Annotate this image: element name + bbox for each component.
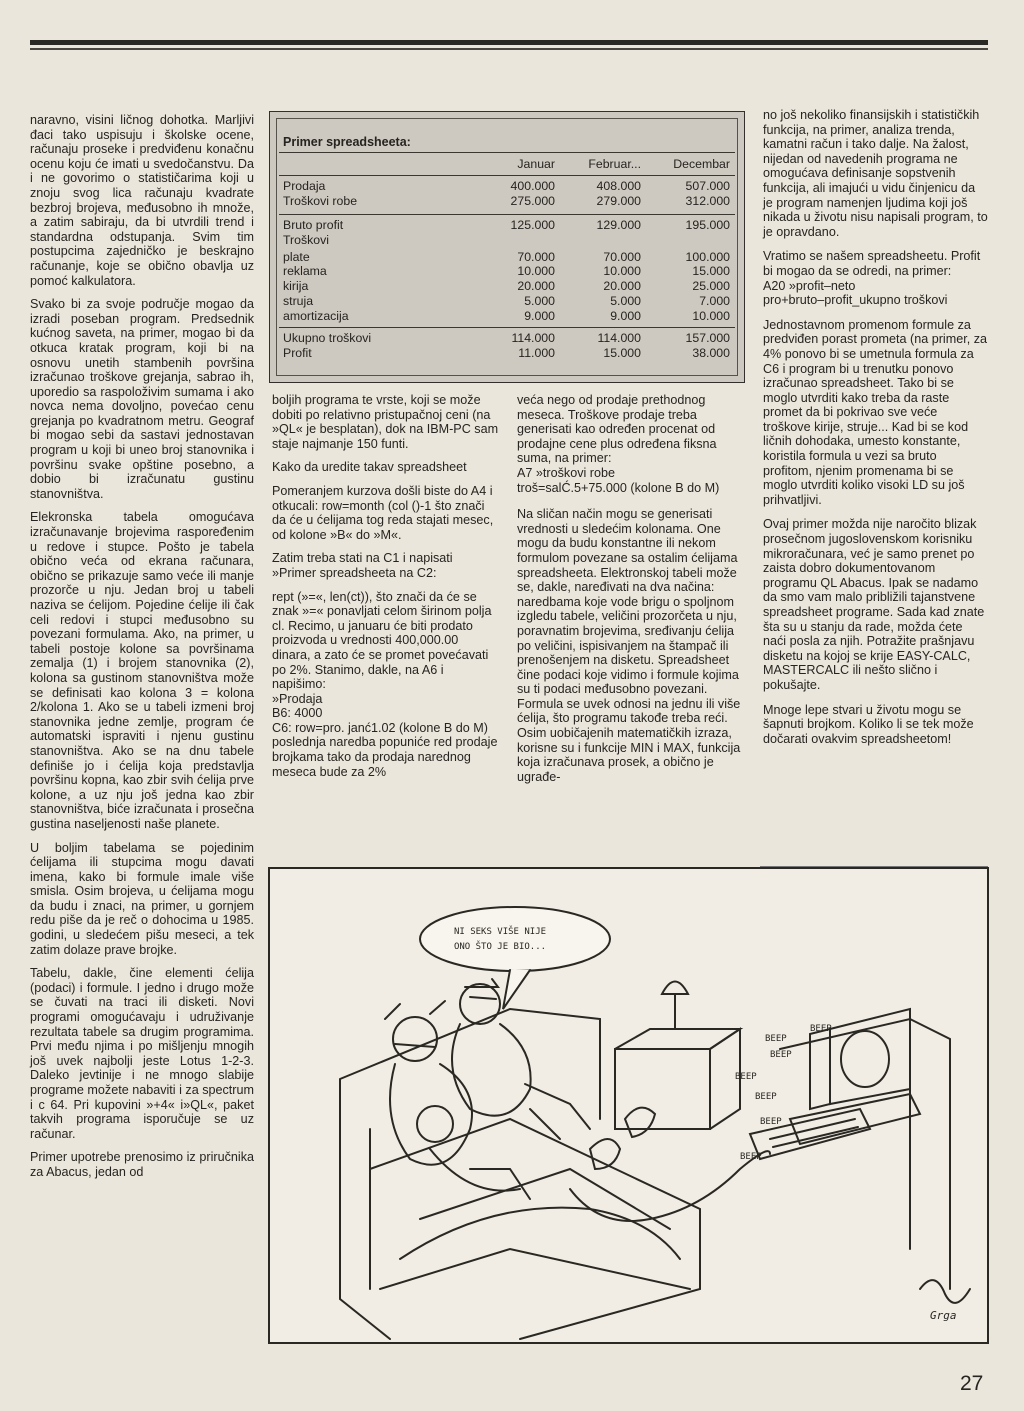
paragraph: Jednostavnom promenom formule za predviđen porast prometa (na primer, za 4% ponovo bi se umetnula formula za C6 i program bi u trenutku ponovo izračunao spreadsheet. Tako bi se moglo utvrditi kako treba da raste promet da bi pokrivao sve veće troškove kirije, struje... Kad bi se kod ličnih dohodaka, umesto konstante, koristila formula u vezi sa bruto profitom, njenim promenama bi se moglo utvrditi koliko visoki LD su još prihvatljivi.: [763, 317, 987, 507]
header-januar: Januar: [517, 157, 555, 171]
paragraph: Mnoge lepe stvari u životu mogu se šapnuti brojkom. Koliko li se tek može dočarati ovakvim spreadsheetom!: [763, 702, 974, 746]
bed-edge: [380, 1249, 690, 1289]
cell-decembar: 195.000: [685, 218, 730, 232]
signature: Grga: [930, 1309, 957, 1322]
speech-text-line-1: NI SEKS VIŠE NIJE: [453, 927, 547, 937]
cell-decembar: 38.000: [692, 346, 730, 360]
cell-januar: 114.000: [511, 331, 555, 345]
cell-decembar: 7.000: [699, 294, 730, 308]
column-4: [763, 108, 988, 756]
row-label: Troškovi: [283, 233, 330, 247]
paragraph: naravno, visini ličnog dohotka. Marljivi đaci tako uspisuju i školske ocene, računaju proseke i predviđenu konačnu ocenu koju će imati u svedočanstvu. Da i ne govorimo o statističarima koji u znoju svog lica računaju kvadrate bezbroj brojeva, međusobno ih množe, a zatim sabiraju, da bi utvrdili trend i standardna odstupanja. Svim tim postupcima zajedničko je beskrajno računanje, koje se obično obavlja uz pomoć kalkulatora.: [30, 113, 254, 288]
paragraph: Pomeranjem kurzova došli biste do A4 i otkucali: row=month (col ()-1 što znači da će u ćelijama tog reda stajati mesec, od kolone »B« do »M«.: [272, 483, 494, 542]
cell-januar: 10.000: [517, 264, 555, 278]
row-label: Profit: [283, 346, 312, 360]
cell-februar: 408.000: [596, 179, 641, 193]
page-number: 27: [960, 1372, 984, 1395]
cell-januar: 70.000: [517, 250, 555, 264]
paragraph: rept (»=«, len(ct)), što znači da će se znak »=« ponavljati celom širinom polja cl. Recimo, u januaru će biti prodato proizvoda u vrednosti 400,000.00 dinara, a zato će se promet povećavati po 2%. Stanimo, dakle, na A6 i napišimo: »Prodaja B6: 4000 C6: row=pro. janć1.02 (kolone B do M) poslednja naredba popuniće red prodaje brojkama tako da prodaja narednog meseca bude za 2%: [272, 589, 498, 779]
row-label: Ukupno troškovi: [283, 331, 372, 345]
paragraph: Ovaj primer možda nije naročito blizak prosečnom jugoslovenskom korisniku mikroračunara, već je samo prenet po zaista dobro dokumentovanom programu QL Abacus. Ipak se nadamo da smo vam malo približili tajanstvene spreadsheet programe. Sada kad znate šta su u stanju da rade, možda ćete naći posla za njih. Potražite prašnjavu disketu na kojoj se krije EASY-CALC, MASTERCALC ili nešto slično i pokušajte.: [763, 517, 985, 692]
row-label: Prodaja: [283, 179, 326, 193]
man-body: [452, 1024, 531, 1116]
nightstand: [615, 1029, 740, 1129]
paragraph: Vratimo se našem spreadsheetu. Profit bi mogao da se odredi, na primer: A20 »profit–neto pro+bruto–profit_ukupno troškovi: [763, 249, 981, 308]
paragraph: Zatim treba stati na C1 i napisati »Primer spreadsheeta na C2:: [272, 551, 453, 580]
paragraph: Tabelu, dakle, čine elementi ćelija (podaci) i formule. I jedno i drugo može se čuvati na traci ili disketi. Novi programi omogućavaju i udruživanje rezultata tabele sa drugim programima. Prvi među njima i po mišljenju mnogih još uvek najbolji jeste Lotus 1-2-3. Daleko jevtinije i ne mnogo slabije programe možete nabaviti i za spectrum i c 64. Pri kupovini »+4« i»QL«, paket takvih programa isporučuje se uz računar.: [30, 966, 254, 1141]
cell-januar: 125.000: [510, 218, 555, 232]
cell-februar: 15.000: [603, 346, 641, 360]
cell-januar: 275.000: [510, 194, 555, 208]
beep-label: BEEP: [810, 1024, 832, 1034]
cell-decembar: 25.000: [692, 279, 730, 293]
column-2: [272, 393, 500, 788]
row-label: plate: [283, 250, 310, 264]
woman-arm: [430, 1149, 530, 1199]
beep-label: BEEP: [765, 1034, 787, 1044]
cell-decembar: 15.000: [692, 264, 730, 278]
bed-mattress: [370, 1119, 700, 1339]
speech-text-line-2: ONO ŠTO JE BIO...: [453, 942, 547, 952]
paragraph: boljih programa te vrste, koji se može dobiti po relativno pristupačnoj ceni (na »QL« je besplatan), dok na IBM-PC sam staje najmanje 150 funti.: [272, 393, 499, 451]
cell-januar: 5.000: [524, 294, 555, 308]
cell-decembar: 507.000: [685, 179, 730, 193]
paragraph: Primer upotrebe prenosimo iz priručnika za Abacus, jedan od: [30, 1150, 254, 1179]
signature-scribble: [920, 1280, 970, 1303]
monitor-face: [841, 1031, 889, 1087]
beep-label: BEEP: [740, 1152, 762, 1162]
paragraph: Na sličan način mogu se generisati vrednosti u sledećim kolonama. One mogu da budu konstantne ili nekom formulom povezane sa ostalim ćelijama spreadsheeta. Elektronskoj tabeli može se, dakle, naređivati na dva načina: naredbama koje vode brigu o spoljnom izgledu tabele, veličini prozorčeta u nju, poravnatim brojevima, sređivanju ćelija po veličini, ispisivanjem na štampač ili prenošenjem na disketu. Spreadsheet čine podaci koje vidimo i formule kojima su ti podaci međusobno povezani. Formula se uvek odnosi na jednu ili više ćelija, što programu takođe treba reći. Osim uobičajenih matematičkih izraza, korisne su i funkcije MIN i MAX, funkcija koja izračunava prosek, a obično je ugrađe-: [517, 507, 741, 784]
cell-februar: 20.000: [603, 279, 641, 293]
top-rule-thin: [30, 48, 988, 50]
spreadsheet-rule: [279, 327, 735, 328]
spreadsheet-rule: [279, 214, 735, 215]
paragraph: Svako bi za svoje područje mogao da izradi poseban program. Predsednik kućnog saveta, na primer, mogao bi da otkuca kratak program, koji bi na osnovu unetih stambenih površina izračunao troškove grejanja, sabrao ih, uporedio sa raspoloživim sumama i ako novca nema dovoljno, povećao cenu grejanja po kvadratnom metru. Geograf bi mogao sebi da sastavi jednostavan program u koji bi uneo broj stanovnika i površinu svake opštine posebno, a dobio bi izračunatu gustinu stanovništva.: [30, 297, 254, 501]
wall-corner: [780, 1019, 950, 1289]
beep-label: BEEP: [770, 1050, 792, 1060]
cell-februar: 9.000: [610, 309, 641, 323]
cell-januar: 400.000: [510, 179, 555, 193]
man-head: [460, 984, 500, 1024]
paragraph: Kako da uredite takav spreadsheet: [272, 460, 467, 475]
spreadsheet-title: Primer spreadsheeta:: [283, 135, 411, 149]
row-label: Bruto profit: [283, 218, 344, 232]
foot: [625, 1108, 655, 1137]
cell-februar: 10.000: [603, 264, 641, 278]
beep-label: BEEP: [755, 1092, 777, 1102]
spreadsheet-example-box: [269, 111, 745, 383]
cell-januar: 20.000: [517, 279, 555, 293]
cell-decembar: 100.000: [685, 250, 730, 264]
speech-bubble: [420, 907, 610, 971]
paragraph: veća nego od prodaje prethodnog meseca. Troškove prodaje treba generisati kao određen procenat od prodajne cene plus određena fiksna suma, na primer: A7 »troškovi robe troš=salĆ.5+75.000 (kolone B do M): [517, 393, 720, 495]
cell-februar: 129.000: [596, 218, 641, 232]
cell-februar: 5.000: [610, 294, 641, 308]
cartoon-drawing: [270, 869, 987, 1342]
cell-februar: 279.000: [596, 194, 641, 208]
speech-bubble-tail: [503, 970, 530, 1009]
beep-label: BEEP: [760, 1117, 782, 1127]
cell-januar: 11.000: [518, 346, 555, 360]
woman-detail: [417, 1106, 453, 1142]
cell-februar: 114.000: [597, 331, 641, 345]
cell-decembar: 157.000: [685, 331, 730, 345]
lamp: [662, 982, 688, 1030]
row-label: reklama: [283, 264, 327, 278]
header-decembar: Decembar: [673, 157, 730, 171]
beep-label: BEEP: [735, 1072, 757, 1082]
cell-januar: 9.000: [524, 309, 555, 323]
cell-decembar: 10.000: [692, 309, 730, 323]
row-label: kirija: [283, 279, 309, 293]
blanket: [400, 1208, 680, 1259]
bed-headboard: [340, 1009, 600, 1339]
column-1: [30, 113, 254, 1189]
header-februar: Februar...: [588, 157, 641, 171]
woman-head: [393, 1017, 437, 1061]
top-rule: [30, 40, 988, 45]
row-label: amortizacija: [283, 309, 349, 323]
cell-decembar: 312.000: [685, 194, 730, 208]
spreadsheet-rule: [279, 152, 735, 153]
row-label: struja: [283, 294, 314, 308]
row-label: Troškovi robe: [283, 194, 358, 208]
spreadsheet-rule: [279, 175, 735, 176]
column-3: [517, 393, 743, 793]
cartoon-illustration: [268, 867, 989, 1344]
paragraph: U boljim tabelama se pojedinim ćelijama ili stupcima mogu davati imena, kako bi formule imale više smisla. Osim brojeva, u ćelijama mogu da budu i znaci, na primer, u gornjem redu piše da je reč o dohocima u 1985. godini, u sledećem pišu meseci, a tek zatim dolaze prave brojke.: [30, 840, 254, 957]
paragraph: Elekronska tabela omogućava izračunavanje brojevima raspoređenim u redove i stupce. Pošto je tabela obično veća od ekrana računara, obično se prikazuje samo veće ili manje prozorče u nju. Jedan broj u tabeli naziva se ćelijom. Pojedine ćelije ili čak celi redovi i stupci međusobno su povezani formulama. Ako, na primer, u tabeli postoje kolone sa površinama zemalja (1) i brojem stanovnika (2), kolona sa gustinom stanovništva može se definisati kao kolona 3 = kolona 2/kolona 1. Ako se u tabeli izmeni broj stanovnika jedne zemlje, program će automatski ispraviti i njenu gustinu stanovništva. Ako se na dnu tabele definiše jo i ćelija koja predstavlja površinu kopna, kao zbir svih ćelija prve kolone, a uz nju još jedna kao zbir stanovništva, biće izračunata i prosečna gustina naseljenosti naše planete.: [30, 510, 254, 831]
paragraph: no još nekoliko finansijskih i statističkih funkcija, na primer, analiza trenda, kamatni račun i tako dalje. Na žalost, nijedan od navedenih programa ne omogućava definisanje sopstvenih funkcija, ali imajući u vidu činjenicu da je program namenjen ljudima koji još nikada u životu nisu napisali program, to je opravdano.: [763, 108, 988, 239]
cell-februar: 70.000: [603, 250, 641, 264]
